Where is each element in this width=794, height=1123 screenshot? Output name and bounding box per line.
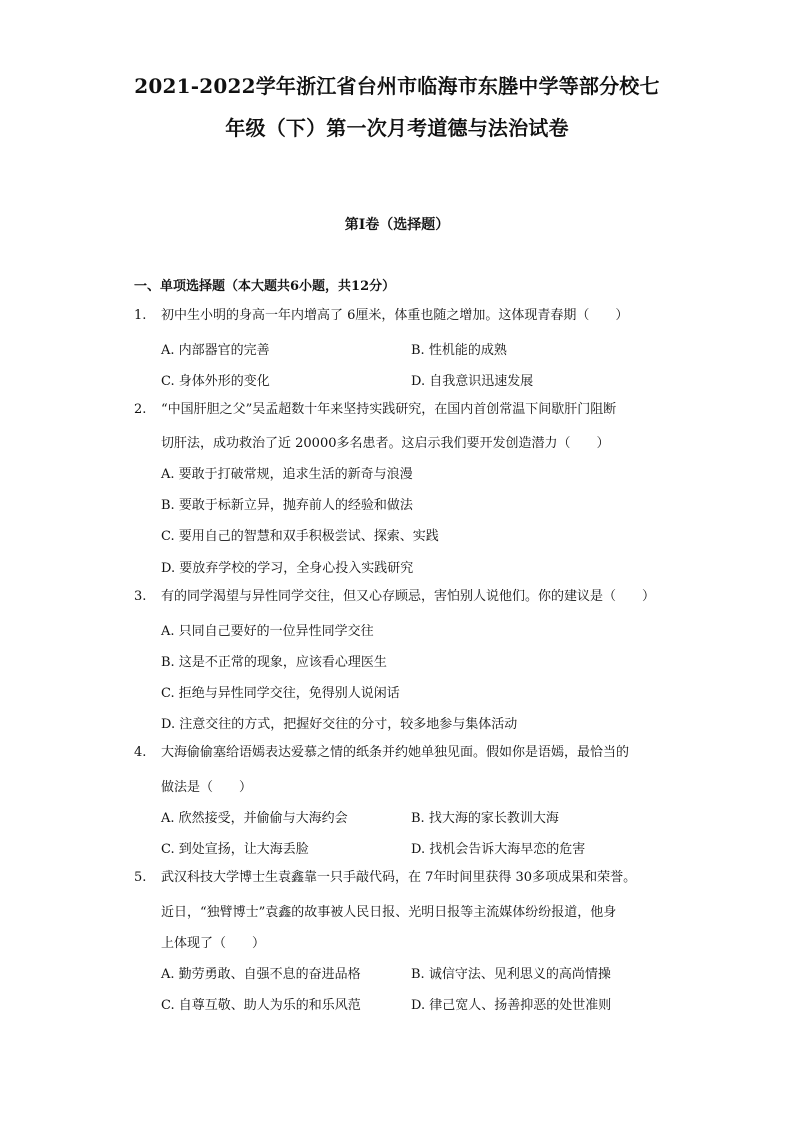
question-number: 2.	[134, 402, 147, 417]
question-4-option-b: B. 找大海的家长教训大海	[411, 811, 559, 826]
question-1-option-b: B. 性机能的成熟	[411, 343, 507, 358]
question-stem: 武汉科技大学博士生袁鑫靠一只手敲代码，在 7年时间里获得 30多项成果和荣誉。	[161, 870, 637, 885]
question-5-option-a: A. 勤劳勇敢、自强不息的奋进品格	[161, 967, 361, 982]
question-number: 5.	[134, 870, 147, 885]
question-number: 4.	[134, 745, 147, 760]
question-1-option-c: C. 身体外形的变化	[161, 374, 270, 389]
question-5-option-d: D. 律己宽人、扬善抑恶的处世准则	[411, 998, 612, 1013]
question-2-option-b: B. 要敢于标新立异，抛弃前人的经验和做法	[161, 498, 413, 513]
question-number: 3.	[134, 589, 147, 604]
question-3-option-a: A. 只同自己要好的一位异性同学交往	[161, 624, 374, 639]
question-4	[134, 737, 629, 768]
question-4-option-c: C. 到处宣扬，让大海丢脸	[161, 842, 309, 857]
question-stem: 有的同学渴望与异性同学交往，但又心存顾忌，害怕别人说他们。你的建议是（ ）	[161, 589, 656, 604]
question-2-stem-line2: 切肝法，成功救治了近 20000多名患者。这启示我们要开发创造潜力（ ）	[161, 436, 610, 451]
question-4-stem-line2: 做法是（ ）	[161, 780, 253, 795]
question-5-stem-line2: 近日，“独臂博士”袁鑫的故事被人民日报、光明日报等主流媒体纷纷报道，他身	[161, 905, 617, 920]
document-title-line2: 年级（下）第一次月考道德与法治试卷	[225, 116, 569, 140]
question-1-option-a: A. 内部器官的完善	[161, 343, 270, 358]
document-title-line1: 2021-2022学年浙江省台州市临海市东塍中学等部分校七	[134, 74, 660, 98]
question-4-option-a: A. 欣然接受，并偷偷与大海约会	[161, 811, 348, 826]
question-5-stem-line3: 上体现了（ ）	[161, 936, 266, 951]
question-stem: 大海偷偷塞给语嫣表达爱慕之情的纸条并约她单独见面。假如你是语嫣，最恰当的	[161, 745, 630, 760]
question-4-option-d: D. 找机会告诉大海早恋的危害	[411, 842, 586, 857]
question-3-option-b: B. 这是不正常的现象，应该看心理医生	[161, 655, 387, 670]
question-number: 1.	[134, 308, 147, 323]
section-heading: 一、单项选择题（本大题共6小题，共12分）	[134, 279, 396, 294]
question-5-option-c: C. 自尊互敬、助人为乐的和乐风范	[161, 998, 361, 1013]
question-3-option-d: D. 注意交往的方式，把握好交往的分寸，较多地参与集体活动	[161, 717, 518, 732]
question-3	[134, 581, 655, 612]
question-2-option-d: D. 要放弃学校的学习，全身心投入实践研究	[161, 561, 414, 576]
question-stem: 初中生小明的身高一年内增高了 6厘米，体重也随之增加。这体现青春期（ ）	[161, 308, 629, 323]
question-1	[134, 300, 628, 331]
question-1-option-d: D. 自我意识迅速发展	[411, 374, 534, 389]
volume-heading: 第I卷（选择题）	[344, 217, 450, 233]
question-2-option-a: A. 要敢于打破常规，追求生活的新奇与浪漫	[161, 467, 413, 482]
question-5	[134, 862, 636, 893]
question-3-option-c: C. 拒绝与异性同学交往，免得别人说闲话	[161, 686, 400, 701]
question-5-option-b: B. 诚信守法、见利思义的高尚情操	[411, 967, 611, 982]
question-2	[134, 394, 616, 425]
question-stem: “中国肝胆之父”吴孟超数十年来坚持实践研究，在国内首创常温下间歇肝门阻断	[161, 402, 617, 417]
question-2-option-c: C. 要用自己的智慧和双手积极尝试、探索、实践	[161, 529, 439, 544]
